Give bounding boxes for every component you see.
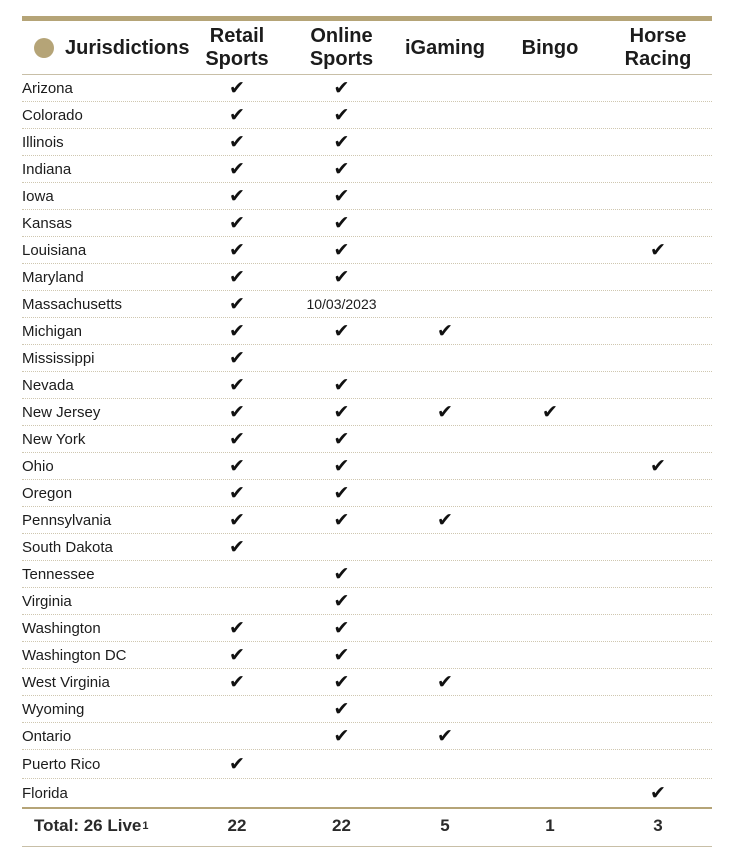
header-jurisdictions-label: Jurisdictions: [65, 36, 190, 59]
checkmark-icon: ✔: [542, 401, 558, 423]
checkmark-icon: ✔: [229, 131, 245, 153]
checkmark-icon: ✔: [333, 104, 350, 126]
checkmark-icon: ✔: [229, 671, 245, 693]
total-label: [34, 806, 149, 846]
jurisdiction-name: South Dakota: [22, 538, 113, 556]
jurisdiction-table-body: [22, 75, 712, 809]
checkmark-icon: ✔: [333, 509, 350, 531]
table-row: [22, 237, 712, 264]
checkmark-icon: ✔: [229, 644, 245, 666]
table-row: [22, 183, 712, 210]
checkmark-icon: ✔: [650, 782, 666, 804]
jurisdiction-name: Wyoming: [22, 700, 85, 718]
checkmark-icon: ✔: [437, 671, 453, 693]
checkmark-icon: ✔: [437, 401, 453, 423]
table-row: [22, 399, 712, 426]
checkmark-icon: ✔: [333, 266, 350, 288]
table-row: [22, 102, 712, 129]
table-row: [22, 615, 712, 642]
checkmark-icon: ✔: [650, 239, 666, 261]
jurisdiction-name: Oregon: [22, 484, 73, 502]
checkmark-icon: ✔: [333, 401, 350, 423]
checkmark-icon: ✔: [229, 428, 245, 450]
checkmark-icon: ✔: [229, 239, 245, 261]
jurisdiction-name: Virginia: [22, 592, 72, 610]
checkmark-icon: ✔: [229, 455, 245, 477]
jurisdiction-name: Michigan: [22, 322, 83, 340]
checkmark-icon: ✔: [333, 455, 350, 477]
jurisdiction-name: Ohio: [22, 457, 54, 475]
table-row: [22, 372, 712, 399]
table-row: [22, 210, 712, 237]
checkmark-icon: ✔: [650, 455, 666, 477]
table-row: [22, 291, 712, 318]
jurisdiction-name: Maryland: [22, 268, 84, 286]
checkmark-icon: ✔: [333, 185, 350, 207]
jurisdiction-name: Colorado: [22, 106, 83, 124]
checkmark-icon: ✔: [229, 77, 245, 99]
jurisdiction-name: Florida: [22, 784, 68, 802]
total-label-text: Total: 26 Live: [34, 816, 142, 835]
checkmark-icon: ✔: [229, 212, 245, 234]
table-row: [22, 507, 712, 534]
checkmark-icon: ✔: [229, 185, 245, 207]
jurisdiction-name: Massachusetts: [22, 295, 123, 313]
checkmark-icon: ✔: [229, 617, 245, 639]
checkmark-icon: ✔: [333, 158, 350, 180]
jurisdiction-name: West Virginia: [22, 673, 110, 691]
header-jurisdictions: [34, 22, 189, 74]
checkmark-icon: ✔: [333, 374, 350, 396]
header-horse-racing: Horse Racing: [624, 25, 692, 70]
table-header: [22, 22, 712, 75]
checkmark-icon: ✔: [333, 590, 350, 612]
checkmark-icon: ✔: [333, 482, 350, 504]
table-row: [22, 345, 712, 372]
checkmark-icon: ✔: [333, 428, 350, 450]
checkmark-icon: ✔: [229, 104, 245, 126]
checkmark-icon: ✔: [229, 293, 245, 315]
header-bingo: Bingo: [521, 36, 579, 59]
header-online-sports: Online Sports: [309, 25, 374, 70]
checkmark-icon: ✔: [333, 77, 350, 99]
total-footnote: 1: [142, 820, 149, 832]
header-igaming: iGaming: [405, 36, 486, 59]
total-bingo: 1: [545, 816, 555, 835]
table-row: [22, 426, 712, 453]
jurisdiction-name: Nevada: [22, 376, 74, 394]
table-row: [22, 750, 712, 779]
checkmark-icon: ✔: [229, 266, 245, 288]
jurisdiction-name: Pennsylvania: [22, 511, 112, 529]
checkmark-icon: ✔: [437, 725, 453, 747]
checkmark-icon: ✔: [333, 671, 350, 693]
table-row: [22, 129, 712, 156]
checkmark-icon: ✔: [333, 320, 350, 342]
table-row: [22, 669, 712, 696]
table-row: [22, 318, 712, 345]
jurisdiction-name: Arizona: [22, 79, 73, 97]
table-row: [22, 480, 712, 507]
jurisdiction-name: Ontario: [22, 727, 72, 745]
bullet-dot-icon: [34, 38, 54, 58]
table-row: [22, 453, 712, 480]
checkmark-icon: ✔: [229, 509, 245, 531]
jurisdiction-name: Washington DC: [22, 646, 127, 664]
jurisdiction-name: Iowa: [22, 187, 54, 205]
jurisdiction-name: Puerto Rico: [22, 755, 101, 773]
checkmark-icon: ✔: [333, 698, 350, 720]
table-row: [22, 779, 712, 809]
total-igaming: 5: [440, 816, 450, 835]
checkmark-icon: ✔: [229, 536, 245, 558]
top-accent-bar: [22, 16, 712, 21]
checkmark-icon: ✔: [333, 131, 350, 153]
total-horse-racing: 3: [653, 816, 663, 835]
checkmark-icon: ✔: [229, 320, 245, 342]
checkmark-icon: ✔: [333, 617, 350, 639]
table-row: [22, 264, 712, 291]
checkmark-icon: ✔: [229, 158, 245, 180]
checkmark-icon: ✔: [229, 374, 245, 396]
checkmark-icon: ✔: [229, 401, 245, 423]
jurisdiction-name: Indiana: [22, 160, 72, 178]
jurisdiction-name: Washington: [22, 619, 101, 637]
checkmark-icon: ✔: [333, 239, 350, 261]
jurisdiction-name: Louisiana: [22, 241, 87, 259]
table-row: [22, 642, 712, 669]
table-row: [22, 156, 712, 183]
total-online-sports: 22: [332, 816, 351, 835]
total-retail-sports: 22: [227, 816, 247, 835]
header-retail-sports: Retail Sports: [205, 25, 269, 70]
checkmark-icon: ✔: [333, 725, 350, 747]
jurisdiction-name: New York: [22, 430, 86, 448]
total-row: [22, 806, 712, 847]
table-row: [22, 534, 712, 561]
table-row: [22, 723, 712, 750]
table-row: [22, 588, 712, 615]
jurisdiction-name: New Jersey: [22, 403, 101, 421]
checkmark-icon: ✔: [229, 347, 245, 369]
table-row: [22, 75, 712, 102]
checkmark-icon: ✔: [437, 509, 453, 531]
online-sports-date: 10/03/2023: [306, 296, 377, 312]
checkmark-icon: ✔: [333, 212, 350, 234]
jurisdiction-name: Kansas: [22, 214, 73, 232]
jurisdiction-name: Mississippi: [22, 349, 95, 367]
checkmark-icon: ✔: [437, 320, 453, 342]
checkmark-icon: ✔: [229, 482, 245, 504]
table-row: [22, 561, 712, 588]
jurisdiction-name: Tennessee: [22, 565, 95, 583]
checkmark-icon: ✔: [229, 753, 245, 775]
table-row: [22, 696, 712, 723]
jurisdiction-name: Illinois: [22, 133, 64, 151]
checkmark-icon: ✔: [333, 563, 350, 585]
checkmark-icon: ✔: [333, 644, 350, 666]
